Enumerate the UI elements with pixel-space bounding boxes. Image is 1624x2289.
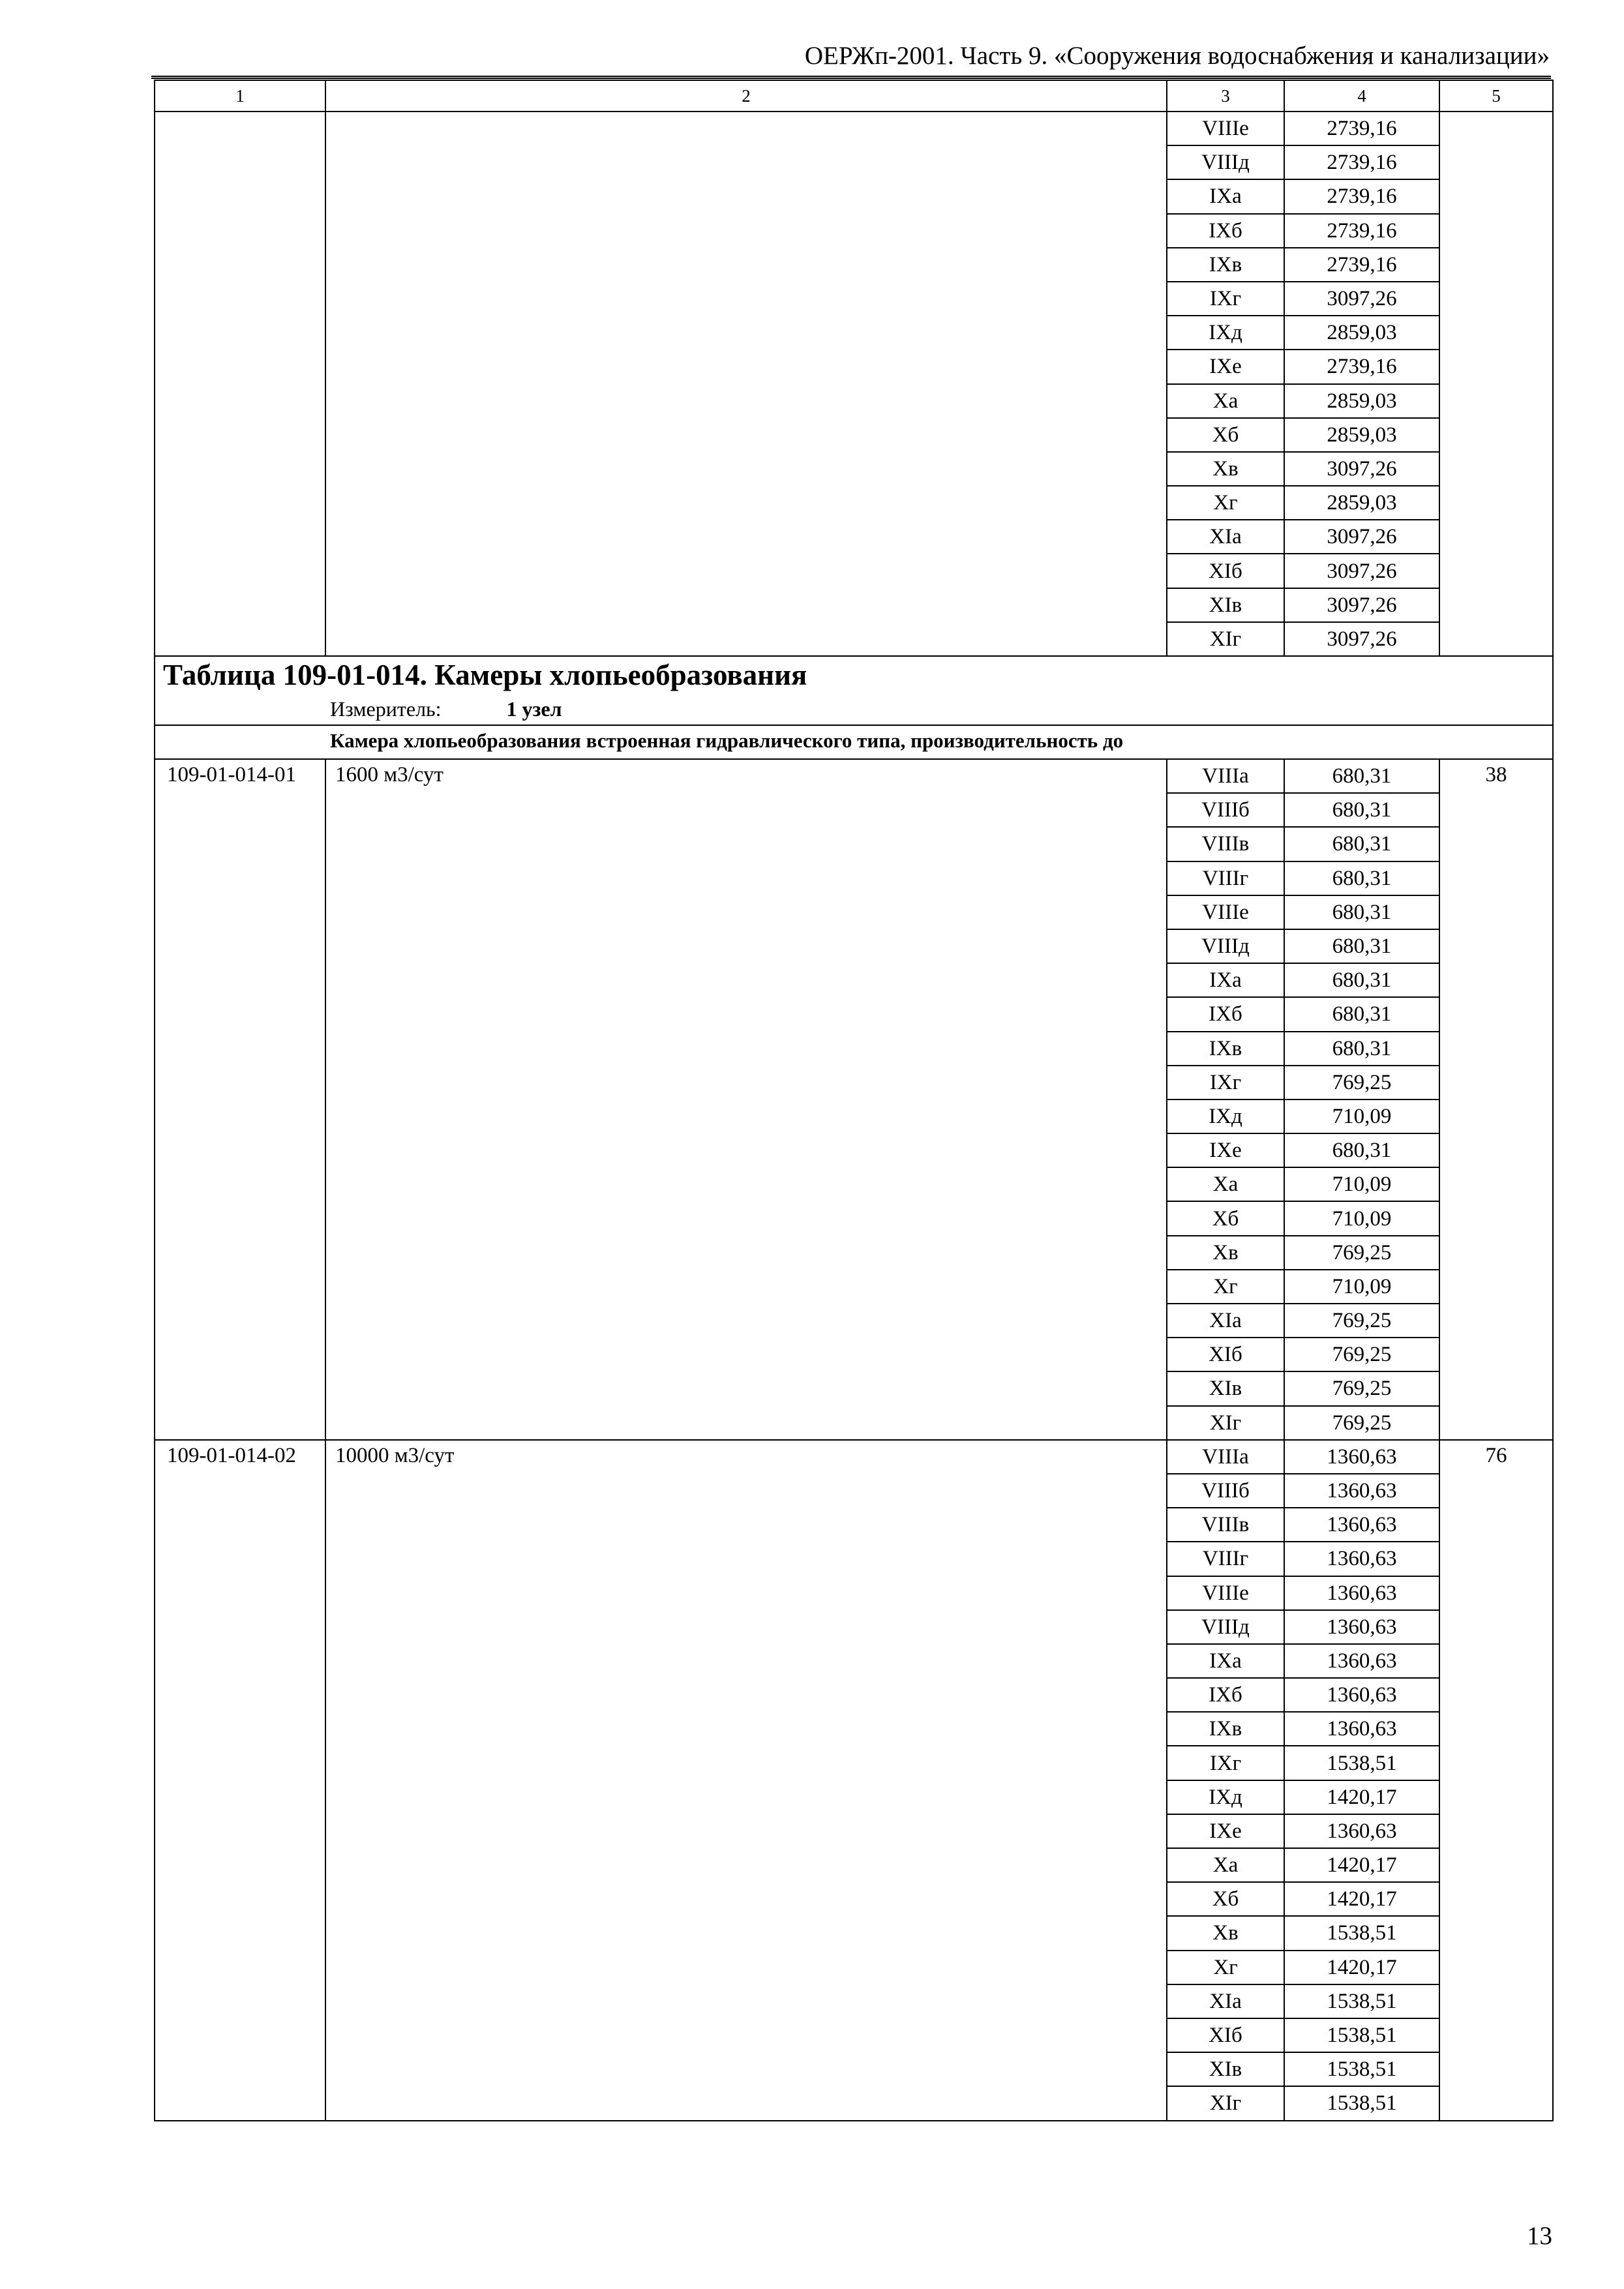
zone-cell: Xв bbox=[1167, 1236, 1284, 1270]
zone-cell: IXд bbox=[1167, 316, 1284, 350]
price-cell: 3097,26 bbox=[1284, 588, 1439, 622]
price-cell: 1360,63 bbox=[1284, 1440, 1439, 1474]
price-cell: 3097,26 bbox=[1284, 622, 1439, 656]
zone-cell: XIб bbox=[1167, 554, 1284, 588]
zone-cell: XIг bbox=[1167, 2086, 1284, 2120]
unit-cell bbox=[155, 696, 1553, 725]
zone-cell: VIIIб bbox=[1167, 1474, 1284, 1508]
zone-cell: Xг bbox=[1167, 1270, 1284, 1304]
zone-cell: Xб bbox=[1167, 1882, 1284, 1916]
column-header: 4 bbox=[1284, 80, 1439, 112]
zone-cell: XIа bbox=[1167, 1304, 1284, 1338]
zone-cell: VIIIе bbox=[1167, 112, 1284, 145]
item-name-cell bbox=[325, 112, 1167, 656]
zone-cell: IXг bbox=[1167, 282, 1284, 316]
price-cell: 1420,17 bbox=[1284, 1848, 1439, 1882]
price-cell: 1360,63 bbox=[1284, 1508, 1439, 1542]
zone-cell: VIIIе bbox=[1167, 1576, 1284, 1610]
price-cell: 2739,16 bbox=[1284, 112, 1439, 145]
item-code-cell bbox=[155, 112, 325, 656]
zone-cell: Xа bbox=[1167, 1848, 1284, 1882]
zone-cell: IXе bbox=[1167, 1133, 1284, 1167]
price-cell: 1360,63 bbox=[1284, 1610, 1439, 1644]
zone-cell: IXе bbox=[1167, 1814, 1284, 1848]
price-cell: 1360,63 bbox=[1284, 1678, 1439, 1712]
zone-cell: VIIIе bbox=[1167, 895, 1284, 929]
unit-value: 1 узел bbox=[506, 697, 562, 721]
zone-cell: IXб bbox=[1167, 214, 1284, 248]
zone-cell: XIв bbox=[1167, 2052, 1284, 2086]
zone-cell: VIIIв bbox=[1167, 827, 1284, 861]
unit-label: Измеритель: bbox=[330, 697, 442, 721]
zone-cell: IXв bbox=[1167, 248, 1284, 282]
price-cell: 769,25 bbox=[1284, 1236, 1439, 1270]
zone-cell: IXд bbox=[1167, 1100, 1284, 1133]
zone-cell: XIг bbox=[1167, 1406, 1284, 1440]
zone-cell: Xб bbox=[1167, 418, 1284, 452]
price-table bbox=[154, 80, 1554, 2121]
zone-cell: IXг bbox=[1167, 1066, 1284, 1100]
price-cell: 2739,16 bbox=[1284, 145, 1439, 179]
table-row bbox=[155, 759, 1553, 793]
price-cell: 3097,26 bbox=[1284, 520, 1439, 554]
zone-cell: VIIIг bbox=[1167, 1542, 1284, 1576]
price-cell: 1360,63 bbox=[1284, 1712, 1439, 1746]
quantity-cell: 76 bbox=[1439, 1440, 1553, 2121]
table-title-row bbox=[155, 656, 1553, 696]
zone-cell: Xв bbox=[1167, 1916, 1284, 1950]
price-cell: 1420,17 bbox=[1284, 1951, 1439, 1984]
price-cell: 680,31 bbox=[1284, 1133, 1439, 1167]
column-header-row bbox=[155, 80, 1553, 112]
price-cell: 1360,63 bbox=[1284, 1814, 1439, 1848]
zone-cell: IXб bbox=[1167, 1678, 1284, 1712]
zone-cell: VIIIд bbox=[1167, 929, 1284, 963]
price-cell: 1420,17 bbox=[1284, 1882, 1439, 1916]
price-cell: 769,25 bbox=[1284, 1304, 1439, 1338]
price-cell: 1538,51 bbox=[1284, 1746, 1439, 1780]
zone-cell: IXа bbox=[1167, 179, 1284, 213]
unit-row bbox=[155, 696, 1553, 725]
table-row bbox=[155, 112, 1553, 145]
price-cell: 1538,51 bbox=[1284, 1916, 1439, 1950]
price-cell: 680,31 bbox=[1284, 895, 1439, 929]
price-cell: 2739,16 bbox=[1284, 248, 1439, 282]
zone-cell: XIб bbox=[1167, 1338, 1284, 1371]
price-cell: 3097,26 bbox=[1284, 282, 1439, 316]
price-cell: 680,31 bbox=[1284, 759, 1439, 793]
zone-cell: Xб bbox=[1167, 1201, 1284, 1235]
quantity-cell: 38 bbox=[1439, 759, 1553, 1440]
quantity-cell bbox=[1439, 112, 1553, 656]
zone-cell: XIв bbox=[1167, 1371, 1284, 1405]
price-cell: 1420,17 bbox=[1284, 1780, 1439, 1814]
zone-cell: XIб bbox=[1167, 2018, 1284, 2052]
zone-cell: IXв bbox=[1167, 1032, 1284, 1066]
price-cell: 710,09 bbox=[1284, 1100, 1439, 1133]
price-cell: 769,25 bbox=[1284, 1066, 1439, 1100]
price-table-body bbox=[155, 80, 1553, 2121]
subheading-row bbox=[155, 725, 1553, 759]
price-cell: 710,09 bbox=[1284, 1270, 1439, 1304]
zone-cell: IXб bbox=[1167, 997, 1284, 1031]
item-name-cell: 10000 м3/сут bbox=[325, 1440, 1167, 2121]
price-cell: 680,31 bbox=[1284, 963, 1439, 997]
column-header: 5 bbox=[1439, 80, 1553, 112]
price-cell: 769,25 bbox=[1284, 1406, 1439, 1440]
header-title: ОЕРЖп-2001. Часть 9. «Сооружения водоснабжения и канализации» bbox=[804, 42, 1550, 70]
price-cell: 1360,63 bbox=[1284, 1474, 1439, 1508]
zone-cell: VIIIб bbox=[1167, 793, 1284, 827]
price-cell: 769,25 bbox=[1284, 1338, 1439, 1371]
zone-cell: Xг bbox=[1167, 486, 1284, 520]
item-name-cell: 1600 м3/сут bbox=[325, 759, 1167, 1440]
column-header: 1 bbox=[155, 80, 325, 112]
price-cell: 680,31 bbox=[1284, 929, 1439, 963]
price-cell: 2739,16 bbox=[1284, 350, 1439, 383]
price-cell: 2859,03 bbox=[1284, 384, 1439, 418]
price-cell: 769,25 bbox=[1284, 1371, 1439, 1405]
zone-cell: Xа bbox=[1167, 384, 1284, 418]
zone-cell: VIIIа bbox=[1167, 1440, 1284, 1474]
page-header bbox=[151, 39, 1551, 79]
zone-cell: VIIIа bbox=[1167, 759, 1284, 793]
price-cell: 710,09 bbox=[1284, 1201, 1439, 1235]
zone-cell: VIIIв bbox=[1167, 1508, 1284, 1542]
price-cell: 2859,03 bbox=[1284, 316, 1439, 350]
zone-cell: XIг bbox=[1167, 622, 1284, 656]
price-cell: 3097,26 bbox=[1284, 452, 1439, 486]
zone-cell: VIIIг bbox=[1167, 861, 1284, 895]
zone-cell: IXд bbox=[1167, 1780, 1284, 1814]
price-cell: 680,31 bbox=[1284, 827, 1439, 861]
zone-cell: XIв bbox=[1167, 588, 1284, 622]
column-header: 2 bbox=[325, 80, 1167, 112]
price-cell: 1360,63 bbox=[1284, 1644, 1439, 1678]
price-cell: 1360,63 bbox=[1284, 1542, 1439, 1576]
subheading: Камера хлопьеобразования встроенная гидравлического типа, производительность до bbox=[155, 725, 1553, 759]
page-number: 13 bbox=[1527, 2222, 1552, 2250]
price-cell: 2739,16 bbox=[1284, 179, 1439, 213]
price-cell: 1538,51 bbox=[1284, 2052, 1439, 2086]
price-cell: 680,31 bbox=[1284, 1032, 1439, 1066]
zone-cell: IXг bbox=[1167, 1746, 1284, 1780]
price-cell: 1538,51 bbox=[1284, 1984, 1439, 2018]
price-cell: 1538,51 bbox=[1284, 2086, 1439, 2120]
zone-cell: Xг bbox=[1167, 1951, 1284, 1984]
zone-cell: IXв bbox=[1167, 1712, 1284, 1746]
zone-cell: Xа bbox=[1167, 1167, 1284, 1201]
table-row bbox=[155, 1440, 1553, 1474]
price-cell: 680,31 bbox=[1284, 861, 1439, 895]
price-cell: 2859,03 bbox=[1284, 418, 1439, 452]
column-header: 3 bbox=[1167, 80, 1284, 112]
zone-cell: VIIIд bbox=[1167, 145, 1284, 179]
item-code-cell: 109-01-014-01 bbox=[155, 759, 325, 1440]
price-cell: 680,31 bbox=[1284, 997, 1439, 1031]
price-cell: 1538,51 bbox=[1284, 2018, 1439, 2052]
zone-cell: IXа bbox=[1167, 963, 1284, 997]
zone-cell: XIа bbox=[1167, 520, 1284, 554]
zone-cell: IXа bbox=[1167, 1644, 1284, 1678]
price-cell: 3097,26 bbox=[1284, 554, 1439, 588]
price-cell: 710,09 bbox=[1284, 1167, 1439, 1201]
price-cell: 680,31 bbox=[1284, 793, 1439, 827]
zone-cell: VIIIд bbox=[1167, 1610, 1284, 1644]
price-cell: 1360,63 bbox=[1284, 1576, 1439, 1610]
price-cell: 2859,03 bbox=[1284, 486, 1439, 520]
zone-cell: Xв bbox=[1167, 452, 1284, 486]
table-title: Таблица 109-01-014. Камеры хлопьеобразования bbox=[155, 656, 1553, 696]
zone-cell: IXе bbox=[1167, 350, 1284, 383]
zone-cell: XIа bbox=[1167, 1984, 1284, 2018]
price-cell: 2739,16 bbox=[1284, 214, 1439, 248]
item-code-cell: 109-01-014-02 bbox=[155, 1440, 325, 2121]
